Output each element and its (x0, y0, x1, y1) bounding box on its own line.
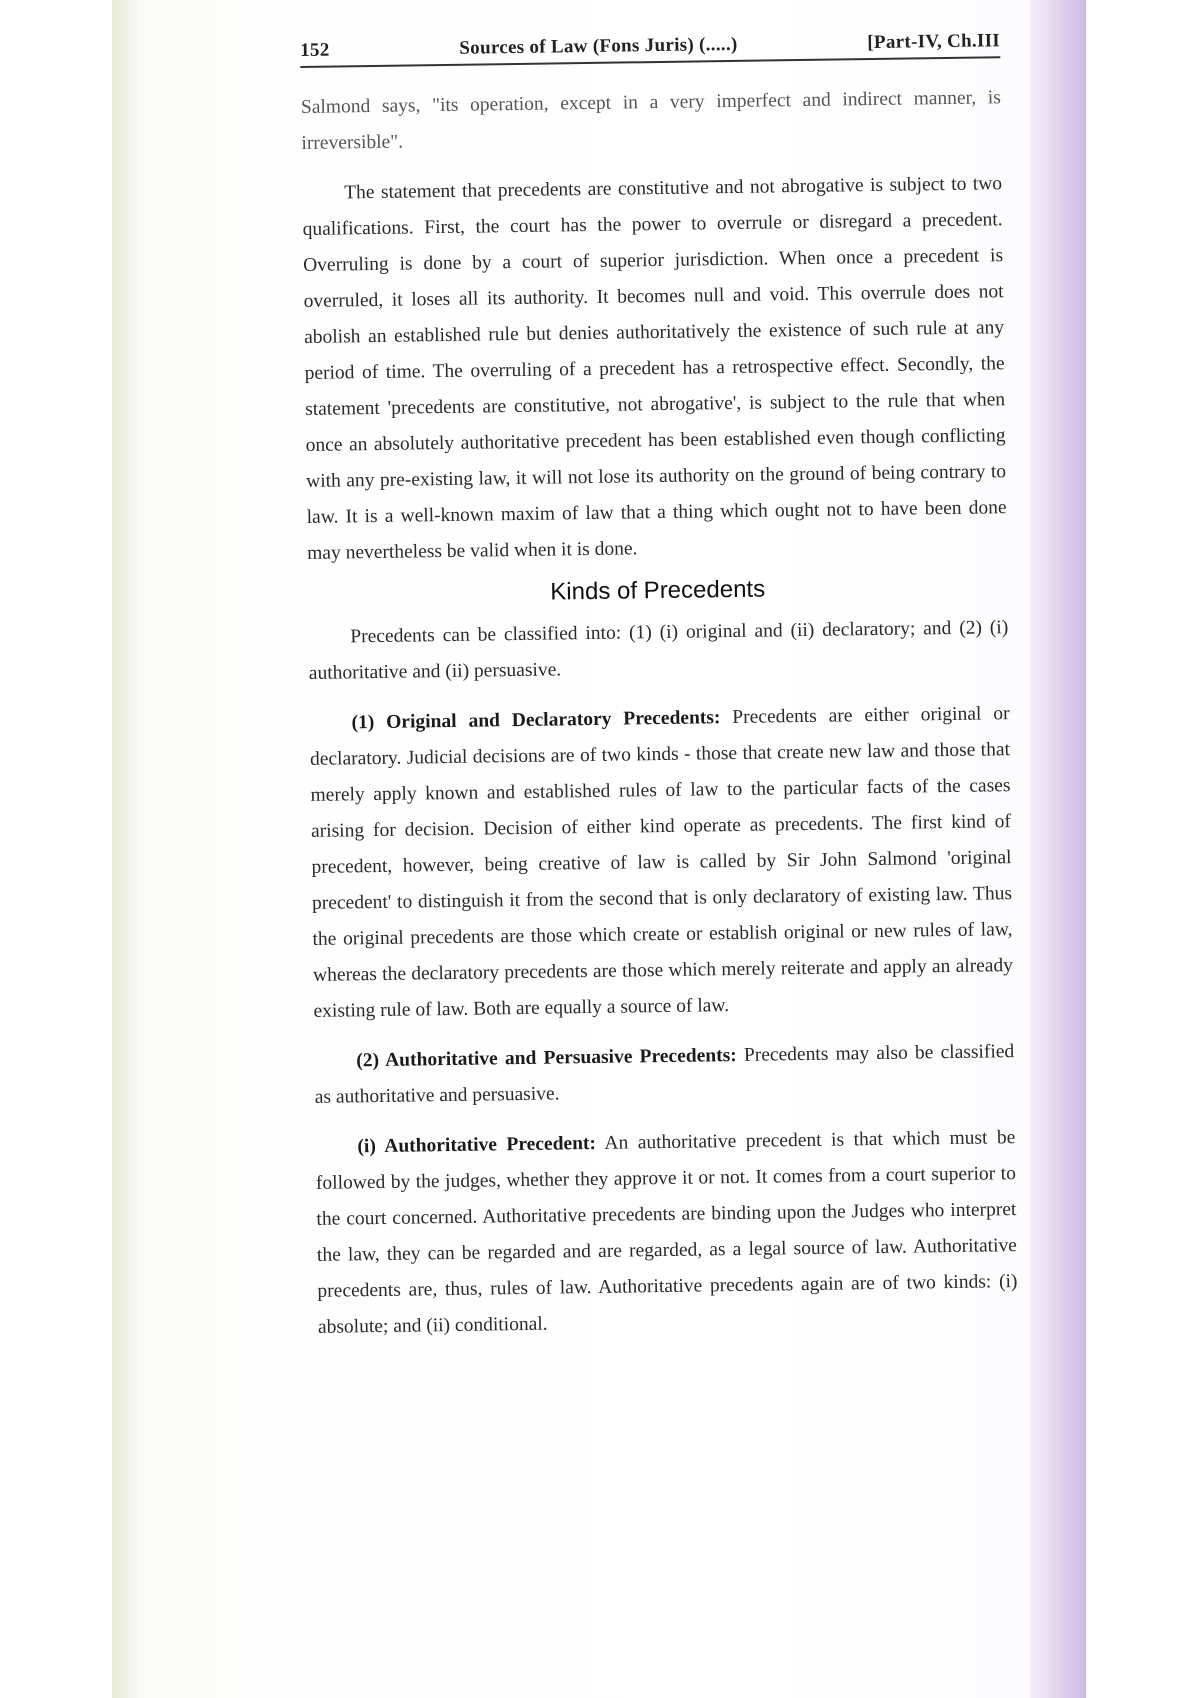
body-authoritative-precedent: An authoritative precedent is that which must be followed by the judges, whether they approve it or not. It comes from a court superior to the court concerned. Authoritative precedents are binding upon the Judges who interpret the law, they can be regarded and are regarded, as a legal source of law. Authoritative precedents are, thus, rules of law. Authoritative precedents again are of two kinds: (i) absolute; and (ii) conditional. (315, 1127, 1018, 1338)
left-margin-background (0, 0, 120, 1698)
paragraph-original-declaratory (309, 696, 1013, 1030)
paragraph-salmond-quote: Salmond says, "its operation, except in a very imperfect and indirect manner, is irreversible". (300, 87, 1002, 154)
part-chapter-label: [Part-IV, Ch.III (867, 30, 1001, 54)
right-margin-background (1086, 0, 1200, 1698)
running-title: Sources of Law (Fons Juris) (.....) (459, 33, 738, 59)
lead-authoritative-precedent: (i) Authoritative Precedent: (357, 1132, 597, 1158)
paragraph-classification: Precedents can be classified into: (1) (i) original and (ii) declaratory; and (2) (i) authoritative and (ii) persuasive. (308, 617, 1009, 684)
paragraph-qualifications: The statement that precedents are constitutive and not abrogative is subject to two qualifications. First, the court has the power to overrule or disregard a precedent. Overruling is done by a court of superior jurisdiction. When once a precedent is overruled, it loses all its authority. It becomes null and void. This overrule does not abolish an established rule but denies authoritatively the existence of such rule at any period of time. The overruling of a precedent has a retrospective effect. Secondly, the statement 'precedents are constitutive, not abrogative', is subject to the rule that when once an absolutely authoritative precedent has been established even though conflicting with any pre-existing law, it will not lose its authority on the ground of being contrary to law. It is a well-known maxim of law that a thing which ought not to have been done may nevertheless be valid when it is done. (302, 173, 1007, 564)
section-heading: Kinds of Precedents (550, 575, 766, 606)
body-authoritative-persuasive: Precedents may also be classified as authoritative and persuasive. (314, 1041, 1015, 1108)
lead-authoritative-persuasive: (2) Authoritative and Persuasive Precedents: (356, 1045, 737, 1072)
paragraph-authoritative-precedent (315, 1120, 1018, 1346)
paragraph-authoritative-persuasive (314, 1034, 1015, 1116)
page-number: 152 (300, 39, 330, 61)
lead-original-declaratory: (1) Original and Declaratory Precedents: (351, 707, 721, 734)
body-original-declaratory: Precedents are either original or declaratory. Judicial decisions are of two kinds - those that create new law and those that merely apply known and established rules of law to the particular facts of the cases arising for decision. Decision of either kind operate as precedents. The first kind of precedent, however, being creative of law is called by Sir John Salmond 'original precedent' to distinguish it from the second that is only declaratory of existing law. Thus the original precedents are those which create or establish original or new rules of law, whereas the declaratory precedents are those which merely reiterate and apply an already existing rule of law. Both are equally a source of law. (309, 703, 1014, 1022)
page-content (300, 30, 1018, 1346)
page-edges-stack (1030, 0, 1088, 1698)
